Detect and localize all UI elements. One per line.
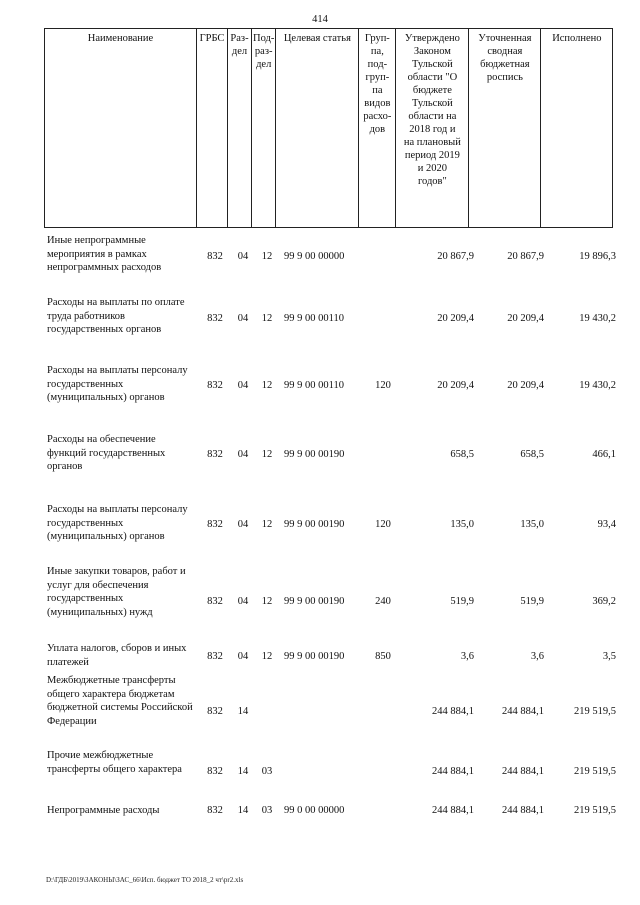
row-name: Прочие межбюджетные трансферты общего характера (47, 750, 182, 775)
row-gruppa: 850 (375, 651, 391, 662)
row-executed: 219 519,5 (574, 706, 616, 717)
row-name: Расходы на обеспечение функций государственных органов (47, 434, 166, 472)
row-tselevaya: 99 9 00 00190 (284, 651, 345, 662)
header-gruppa: Груп- па, под- груп- па видов расхо- дов (359, 29, 396, 228)
row-podrazdel: 03 (261, 766, 273, 777)
row-grbs: 832 (207, 519, 223, 530)
row-name: Непрограммные расходы (47, 805, 160, 816)
row-podrazdel: 03 (261, 805, 273, 816)
row-approved: 3,6 (460, 651, 474, 662)
row-razdel: 04 (237, 519, 249, 530)
row-razdel: 14 (237, 766, 249, 777)
row-razdel: 04 (237, 313, 249, 324)
row-tselevaya: 99 9 00 00000 (284, 251, 345, 262)
row-tselevaya: 99 9 00 00190 (284, 449, 345, 460)
row-specified: 244 884,1 (502, 766, 544, 777)
row-executed: 3,5 (602, 651, 616, 662)
row-grbs: 832 (207, 251, 223, 262)
row-approved: 20 209,4 (437, 380, 474, 391)
row-approved: 20 867,9 (437, 251, 474, 262)
row-tselevaya: 99 9 00 00110 (284, 313, 344, 324)
row-grbs: 832 (207, 313, 223, 324)
row-specified: 20 209,4 (507, 380, 544, 391)
row-tselevaya: 99 9 00 00190 (284, 519, 345, 530)
row-gruppa: 240 (375, 596, 391, 607)
row-razdel: 14 (237, 706, 249, 717)
header-tselevaya: Целевая статья (276, 29, 359, 228)
row-executed: 19 896,3 (579, 251, 616, 262)
row-grbs: 832 (207, 449, 223, 460)
row-name: Иные закупки товаров, работ и услуг для обеспечения государственных (муниципальных) нужд (47, 566, 186, 618)
header-podrazdel: Под- раз- дел (252, 29, 276, 228)
row-tselevaya: 99 9 00 00110 (284, 380, 344, 391)
row-approved: 135,0 (450, 519, 474, 530)
row-name: Иные непрограммные мероприятия в рамках непрограммных расходов (47, 235, 162, 273)
page-number: 414 (312, 14, 328, 25)
row-name: Расходы на выплаты персоналу государственных (муниципальных) органов (47, 365, 188, 403)
row-razdel: 04 (237, 380, 249, 391)
row-specified: 244 884,1 (502, 805, 544, 816)
row-gruppa: 120 (375, 519, 391, 530)
row-razdel: 04 (237, 449, 249, 460)
row-executed: 219 519,5 (574, 805, 616, 816)
row-approved: 658,5 (450, 449, 474, 460)
row-executed: 93,4 (597, 519, 616, 530)
row-specified: 20 867,9 (507, 251, 544, 262)
row-razdel: 04 (237, 651, 249, 662)
row-podrazdel: 12 (261, 651, 273, 662)
file-path-footer: D:\ГДБ\2019\ЗАКОНЫ\ЗАС_66\Исп. бюджет ТО 2018_2 чт\pr2.xls (46, 876, 244, 884)
row-approved: 519,9 (450, 596, 474, 607)
header-name: Наименование (45, 29, 197, 228)
table-header (44, 28, 613, 228)
row-grbs: 832 (207, 805, 223, 816)
row-podrazdel: 12 (261, 596, 273, 607)
row-approved: 244 884,1 (432, 706, 474, 717)
row-executed: 19 430,2 (579, 313, 616, 324)
row-name: Межбюджетные трансферты общего характера бюджетам бюджетной системы Российской Федерации (47, 675, 193, 727)
row-tselevaya: 99 0 00 00000 (284, 805, 345, 816)
row-podrazdel: 12 (261, 519, 273, 530)
row-specified: 244 884,1 (502, 706, 544, 717)
row-specified: 658,5 (520, 449, 544, 460)
row-razdel: 04 (237, 596, 249, 607)
row-tselevaya: 99 9 00 00190 (284, 596, 345, 607)
row-approved: 244 884,1 (432, 805, 474, 816)
row-grbs: 832 (207, 380, 223, 391)
header-specified: Уточненная сводная бюджетная роспись (469, 29, 541, 228)
row-name: Расходы на выплаты по оплате труда работников государственных органов (47, 297, 185, 335)
row-grbs: 832 (207, 706, 223, 717)
row-specified: 135,0 (520, 519, 544, 530)
row-specified: 519,9 (520, 596, 544, 607)
row-name: Расходы на выплаты персоналу государственных (муниципальных) органов (47, 504, 188, 542)
row-podrazdel: 12 (261, 449, 273, 460)
row-name: Уплата налогов, сборов и иных платежей (47, 643, 187, 668)
header-razdel: Раз- дел (228, 29, 252, 228)
row-razdel: 04 (237, 251, 249, 262)
row-grbs: 832 (207, 596, 223, 607)
row-podrazdel: 12 (261, 251, 273, 262)
row-specified: 20 209,4 (507, 313, 544, 324)
row-executed: 369,2 (592, 596, 616, 607)
row-executed: 219 519,5 (574, 766, 616, 777)
row-grbs: 832 (207, 766, 223, 777)
row-grbs: 832 (207, 651, 223, 662)
row-approved: 244 884,1 (432, 766, 474, 777)
row-razdel: 14 (237, 805, 249, 816)
row-executed: 19 430,2 (579, 380, 616, 391)
row-podrazdel: 12 (261, 313, 273, 324)
header-approved: Утверждено Законом Тульской области "О бюджете Тульской области на 2018 год и на плановый период 2019 и 2020 годов" (396, 29, 469, 228)
row-podrazdel: 12 (261, 380, 273, 391)
header-grbs: ГРБС (197, 29, 228, 228)
row-executed: 466,1 (592, 449, 616, 460)
row-gruppa: 120 (375, 380, 391, 391)
header-executed: Исполнено (541, 29, 613, 228)
row-specified: 3,6 (530, 651, 544, 662)
row-approved: 20 209,4 (437, 313, 474, 324)
